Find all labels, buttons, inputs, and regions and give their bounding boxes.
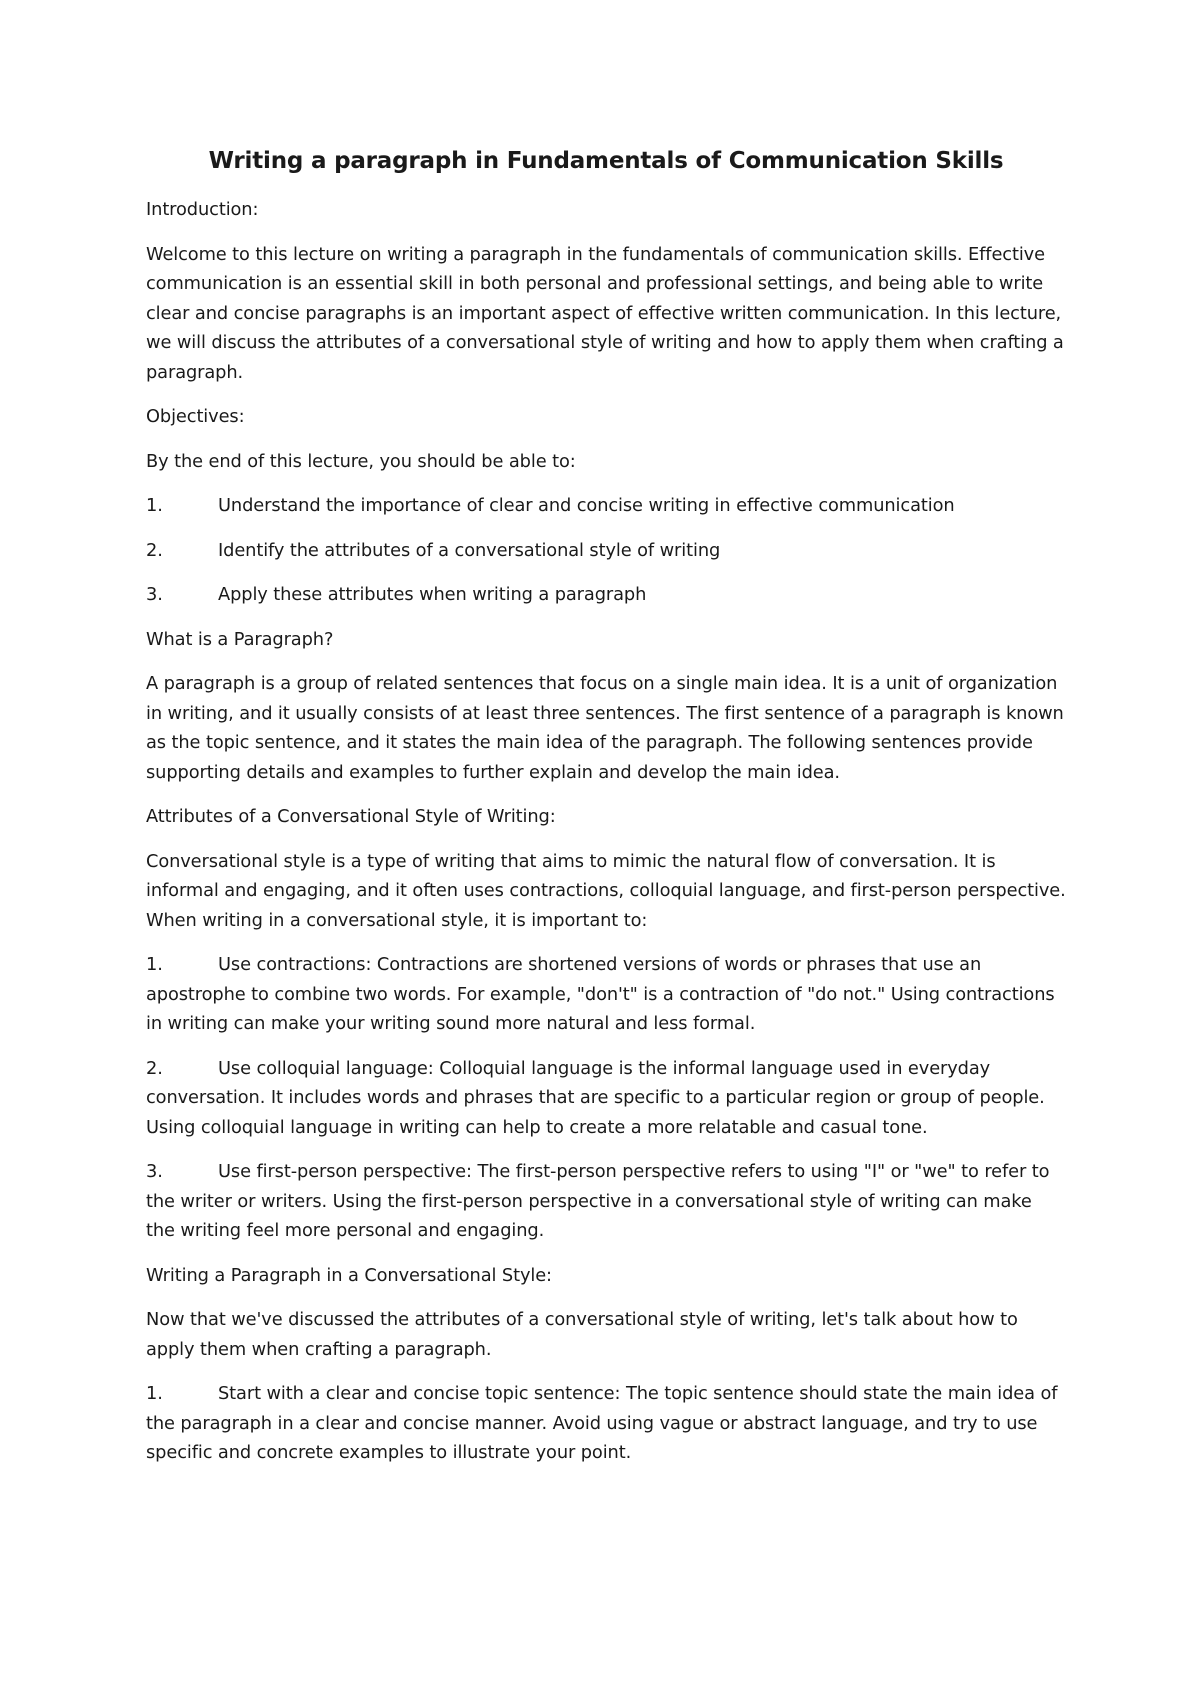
objective-item: [146, 580, 1066, 610]
attribute-text: Use first-person perspective: The first-person perspective refers to using "I" or "we" to refer to the writer or writers. Using the first-person perspective in a conversational style of writing can make the writing feel more personal and engaging.: [146, 1161, 1050, 1241]
document-page: [146, 146, 1066, 1483]
intro-heading: Introduction:: [146, 199, 259, 220]
attribute-number: 2.: [146, 1057, 163, 1079]
objective-text: Apply these attributes when writing a paragraph: [218, 584, 647, 605]
objective-item: [146, 491, 1066, 521]
objectives-lead: By the end of this lecture, you should be able to:: [146, 450, 576, 472]
attribute-number: 3.: [146, 1161, 163, 1182]
objective-number: 1.: [146, 495, 163, 516]
attribute-item: [146, 1157, 1066, 1246]
attribute-item: [146, 1054, 1066, 1143]
objective-number: 2.: [146, 539, 163, 561]
objective-text: Understand the importance of clear and concise writing in effective communication: [218, 495, 955, 516]
writing-paragraph: Now that we've discussed the attributes of a conversational style of writing, let's talk about how to apply them when crafting a paragraph.: [146, 1309, 1018, 1360]
writing-step-text: Start with a clear and concise topic sentence: The topic sentence should state the main idea of the paragraph in a clear and concise manner. Avoid using vague or abstract language, and try to use specific and concrete examples to illustrate your point.: [146, 1383, 1058, 1463]
objective-text: Identify the attributes of a conversational style of writing: [218, 539, 721, 561]
document-title: Writing a paragraph in Fundamentals of Communication Skills: [208, 148, 1004, 174]
what-paragraph: A paragraph is a group of related sentences that focus on a single main idea. It is a unit of organization in writing, and it usually consists of at least three sentences. The first sentence of a paragraph is known as the topic sentence, and it states the main idea of the paragraph. The following sentences provide supporting details and examples to further explain and develop the main idea.: [146, 673, 1064, 783]
intro-paragraph: Welcome to this lecture on writing a paragraph in the fundamentals of communication skills. Effective communication is an essential skill in both personal and professional settings, and being able to write clear and concise paragraphs is an important aspect of effective written communication. In this lecture, we will discuss the attributes of a conversational style of writing and how to apply them when crafting a paragraph.: [146, 243, 1064, 383]
objectives-heading: Objectives:: [146, 406, 245, 427]
writing-heading: Writing a Paragraph in a Conversational Style:: [146, 1264, 552, 1286]
what-heading: What is a Paragraph?: [146, 628, 334, 650]
objective-item: [146, 536, 1066, 566]
attribute-number: 1.: [146, 954, 163, 975]
attributes-heading: Attributes of a Conversational Style of Writing:: [146, 806, 556, 827]
attribute-item: [146, 950, 1066, 1039]
objective-number: 3.: [146, 584, 163, 605]
attribute-text: Use colloquial language: Colloquial language is the informal language used in everyday conversation. It includes words and phrases that are specific to a particular region or group of people. Using colloquial language in writing can help to create a more relatable and casual tone.: [146, 1057, 1045, 1138]
attributes-paragraph: Conversational style is a type of writing that aims to mimic the natural flow of conversation. It is informal and engaging, and it often uses contractions, colloquial language, and first-person perspective. When writing in a conversational style, it is important to:: [146, 850, 1066, 931]
attribute-text: Use contractions: Contractions are shortened versions of words or phrases that use an apostrophe to combine two words. For example, "don't" is a contraction of "do not." Using contractions in writing can make your writing sound more natural and less formal.: [146, 954, 1055, 1034]
writing-step-number: 1.: [146, 1383, 163, 1404]
writing-step-item: [146, 1379, 1066, 1468]
